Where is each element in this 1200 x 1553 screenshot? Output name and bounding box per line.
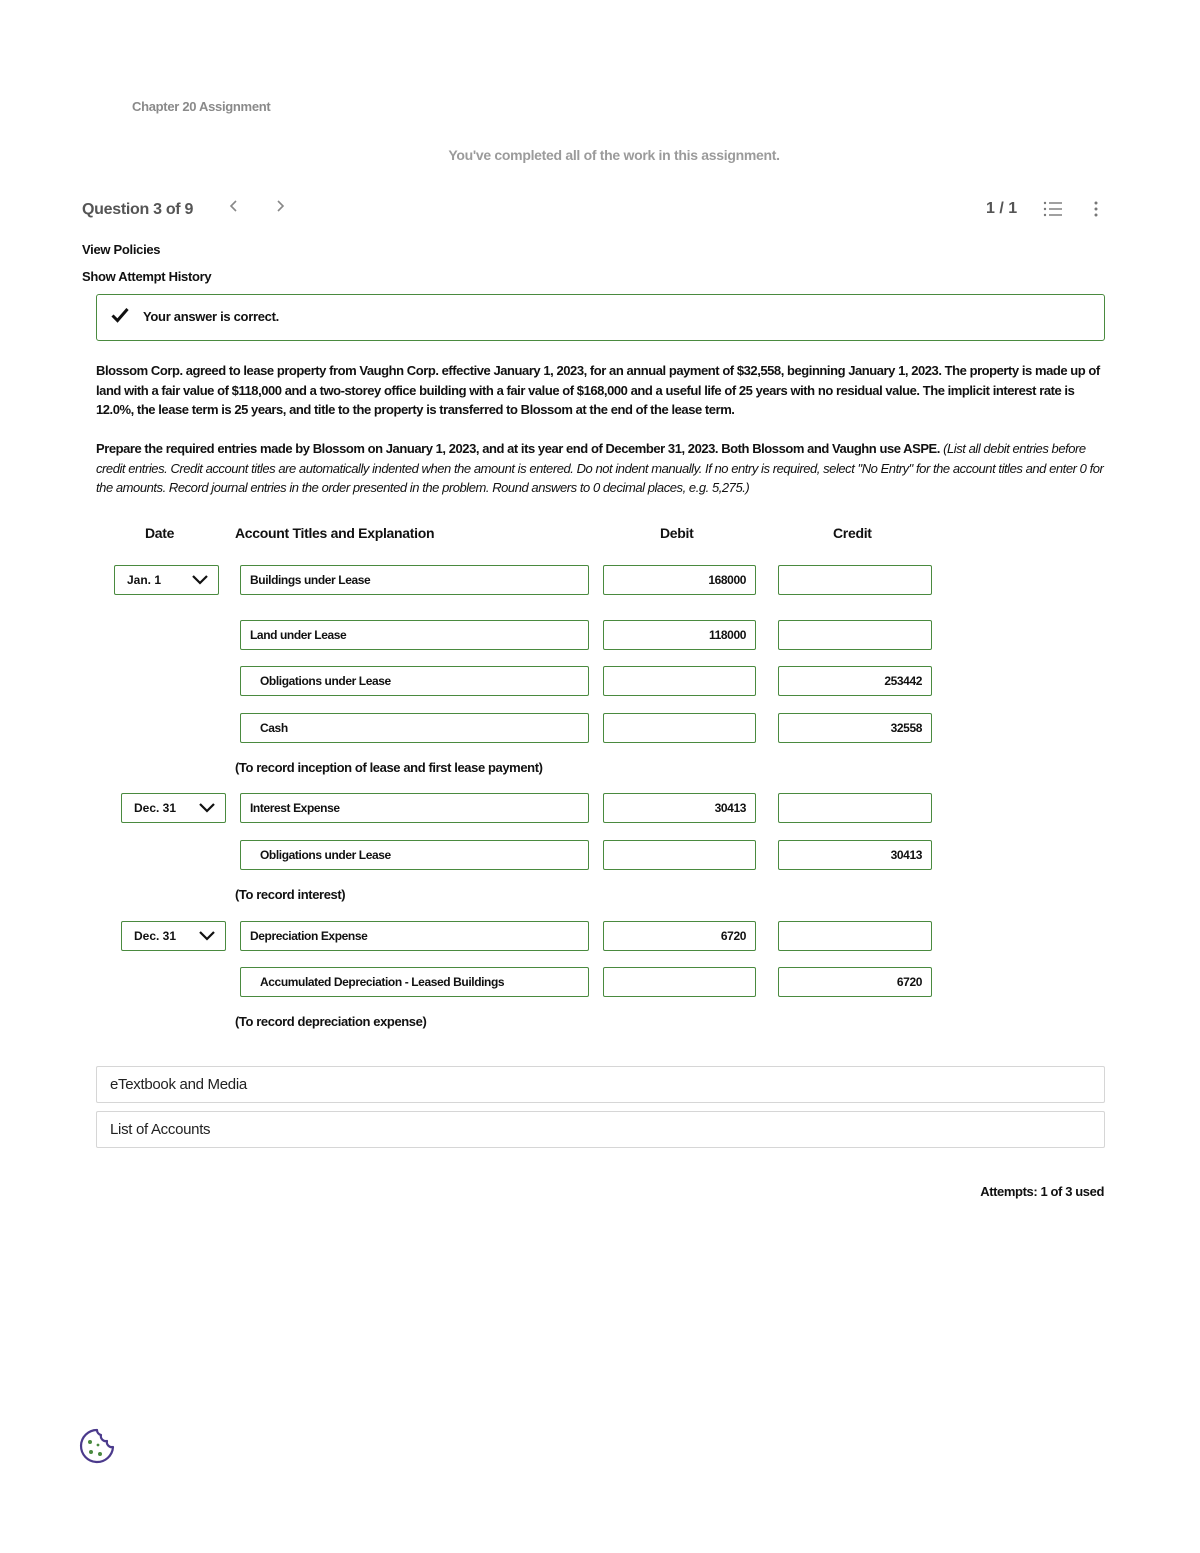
credit-input[interactable]: 253442 xyxy=(778,666,932,696)
date-select[interactable] xyxy=(121,921,226,951)
credit-input[interactable] xyxy=(778,921,932,951)
account-title-input[interactable]: Buildings under Lease xyxy=(240,565,589,595)
date-select[interactable] xyxy=(121,793,226,823)
credit-input[interactable] xyxy=(778,620,932,650)
debit-input[interactable]: 168000 xyxy=(603,565,756,595)
problem-statement: Blossom Corp. agreed to lease property from Vaughn Corp. effective January 1, 2023, for an annual payment of $32,558, beginning January 1, 2023. The property is made up of land with a fair value of $118,000 and a two-storey office building with a fair value of $168,000 and a useful life of 25 years with no residual value. The implicit interest rate is 12.0%, the lease term is 25 years, and title to the property is transferred to Blossom at the end of the lease term. xyxy=(96,363,1100,417)
chevron-right-icon xyxy=(275,199,285,213)
view-policies-link[interactable]: View Policies xyxy=(82,242,161,257)
credit-input[interactable]: 6720 xyxy=(778,967,932,997)
checkmark-icon xyxy=(111,307,129,323)
debit-input[interactable] xyxy=(603,840,756,870)
date-select-value: Dec. 31 xyxy=(134,929,177,943)
debit-input[interactable]: 6720 xyxy=(603,921,756,951)
attempts-count: Attempts: 1 of 3 used xyxy=(980,1184,1104,1199)
prev-question-button[interactable] xyxy=(226,198,242,218)
next-question-button[interactable] xyxy=(272,198,288,218)
instruction-italic: (List all debit entries before credit entries. Credit account titles are automatically indented when the amount is entered. Do not indent manually. If no entry is required, select "No Entry" for the account titles and enter 0 for the amounts. Record journal entries in the order presented in the problem. Round answers to 0 decimal places, e.g. 5,275.) xyxy=(96,441,1104,495)
completed-message: You've completed all of the work in this assignment. xyxy=(448,147,780,163)
account-title-input[interactable]: Accumulated Depreciation - Leased Buildings xyxy=(240,967,589,997)
chevron-left-icon xyxy=(229,199,239,213)
debit-column-header: Debit xyxy=(660,525,694,541)
chevron-down-icon xyxy=(198,930,216,942)
question-label: Question 3 of 9 xyxy=(82,201,194,218)
entry-explanation: (To record interest) xyxy=(235,887,346,902)
credit-input[interactable] xyxy=(778,565,932,595)
question-nav xyxy=(82,199,193,221)
etextbook-accordion[interactable] xyxy=(96,1066,1105,1103)
more-vertical-icon[interactable] xyxy=(1090,200,1102,218)
etextbook-label: eTextbook and Media xyxy=(110,1076,247,1093)
account-title-input[interactable]: Cash xyxy=(240,713,589,743)
instruction-text: Prepare the required entries made by Blossom on January 1, 2023, and at its year end of December 31, 2023. Both Blossom and Vaughn use ASPE. xyxy=(96,441,940,456)
account-title-input[interactable]: Obligations under Lease xyxy=(240,666,589,696)
debit-input[interactable] xyxy=(603,967,756,997)
assignment-title: Chapter 20 Assignment xyxy=(132,99,271,114)
list-icon[interactable] xyxy=(1043,201,1063,217)
entry-explanation: (To record inception of lease and first lease payment) xyxy=(235,760,543,775)
question-score: 1 / 1 xyxy=(986,200,1018,217)
credit-input[interactable]: 32558 xyxy=(778,713,932,743)
show-attempt-history-link[interactable]: Show Attempt History xyxy=(82,269,212,284)
problem-instruction xyxy=(96,439,1108,498)
date-select-value: Dec. 31 xyxy=(134,801,177,815)
date-column-header: Date xyxy=(145,525,175,541)
feedback-message: Your answer is correct. xyxy=(143,309,279,324)
credit-column-header: Credit xyxy=(833,525,872,541)
entry-explanation: (To record depreciation expense) xyxy=(235,1014,427,1029)
account-title-input[interactable]: Interest Expense xyxy=(240,793,589,823)
account-title-input[interactable]: Land under Lease xyxy=(240,620,589,650)
account-title-input[interactable]: Depreciation Expense xyxy=(240,921,589,951)
list-of-accounts-accordion[interactable] xyxy=(96,1111,1105,1148)
debit-input[interactable]: 118000 xyxy=(603,620,756,650)
account-title-input[interactable]: Obligations under Lease xyxy=(240,840,589,870)
date-select-value: Jan. 1 xyxy=(127,573,162,587)
debit-input[interactable] xyxy=(603,713,756,743)
debit-input[interactable]: 30413 xyxy=(603,793,756,823)
credit-input[interactable]: 30413 xyxy=(778,840,932,870)
chevron-down-icon xyxy=(198,802,216,814)
account-column-header: Account Titles and Explanation xyxy=(235,525,435,541)
debit-input[interactable] xyxy=(603,666,756,696)
cookie-icon[interactable] xyxy=(78,1427,116,1465)
list-of-accounts-label: List of Accounts xyxy=(110,1121,211,1138)
feedback-banner xyxy=(96,294,1105,341)
date-select[interactable] xyxy=(114,565,219,595)
chevron-down-icon xyxy=(191,574,209,586)
credit-input[interactable] xyxy=(778,793,932,823)
